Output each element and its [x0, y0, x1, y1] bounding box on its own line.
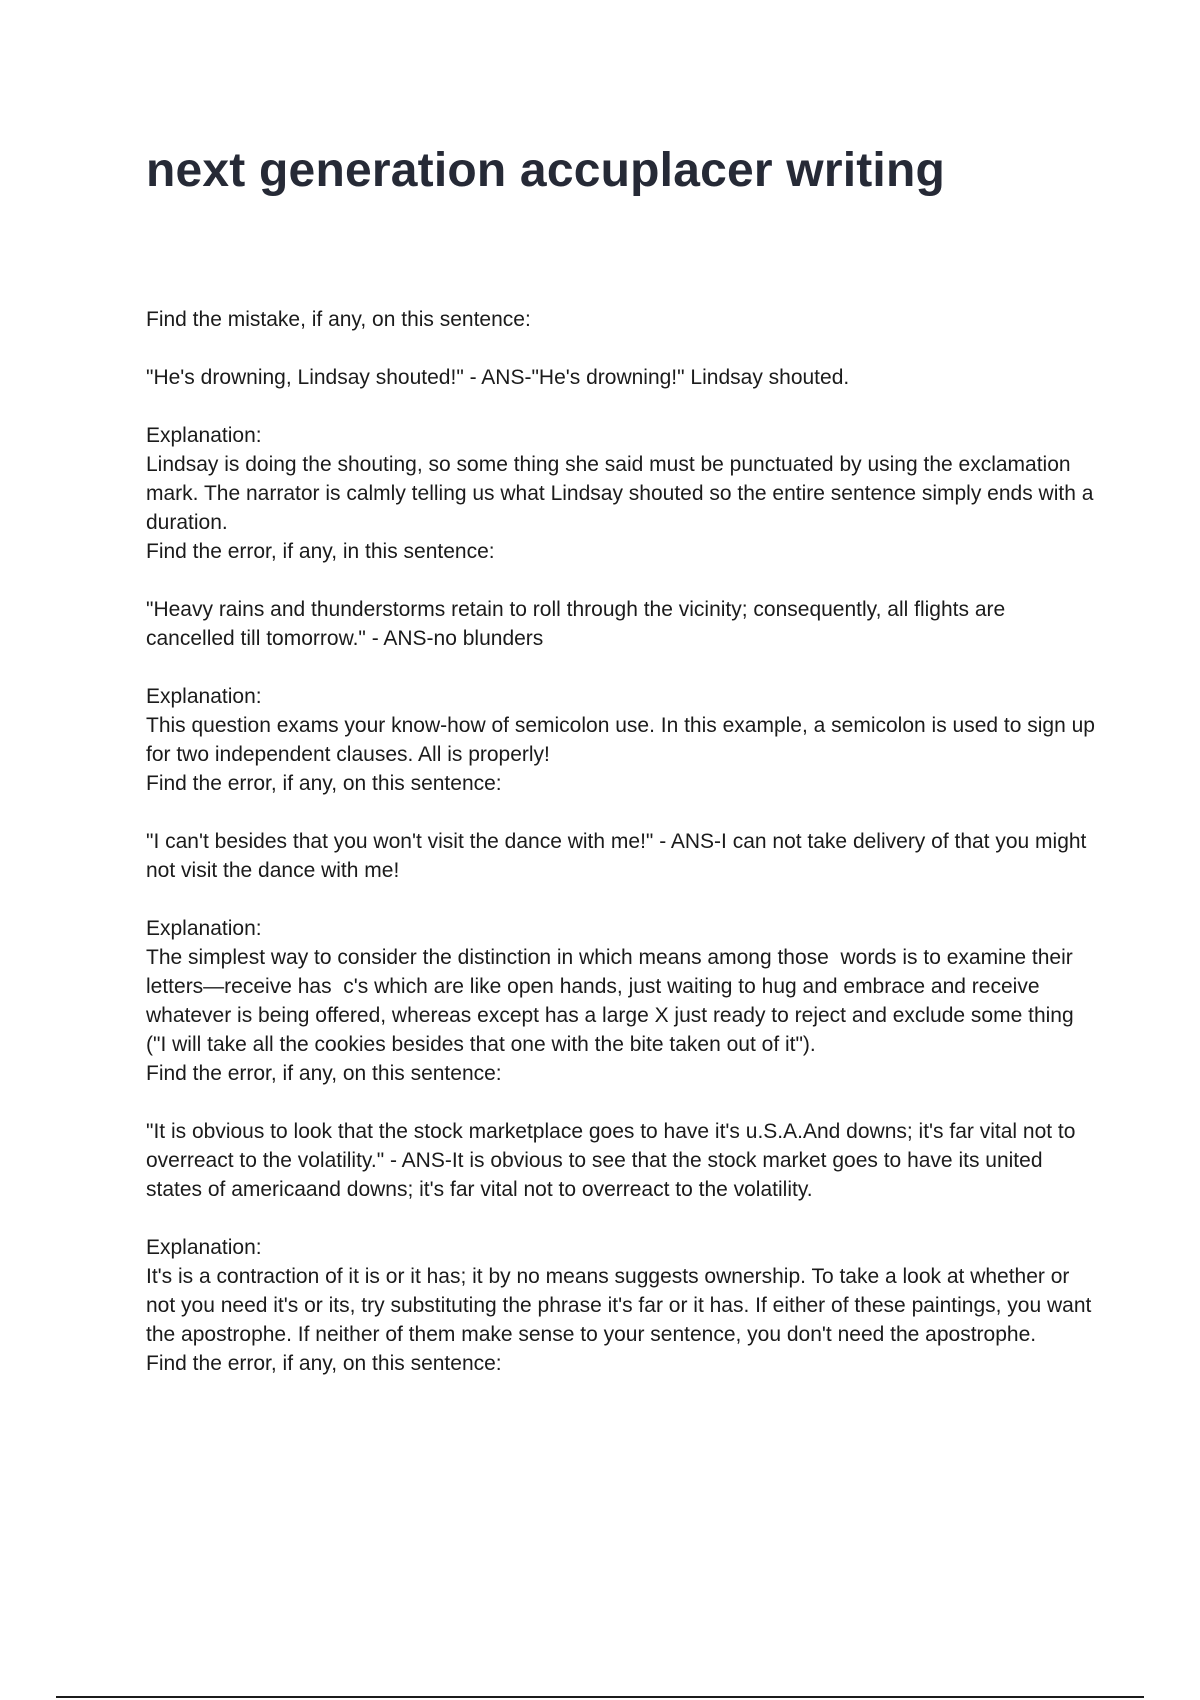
explanation-label: Explanation:: [146, 685, 262, 708]
question-text: Find the error, if any, on this sentence:: [146, 772, 502, 795]
explanation-text: The simplest way to consider the distinction in which means among those words is to examine their letters—receive has c's which are like open hands, just waiting to hug and embrace and receive whatever is being offered, whereas except has a large X just ready to reject and exclude some thing ("I will take all the cookies besides that one with the bite taken out of it").: [146, 946, 1080, 1056]
explanation-label: Explanation:: [146, 424, 262, 447]
footer-divider: [56, 1696, 1144, 1698]
question-prompt: "Heavy rains and thunderstorms retain to roll through the vicinity; consequently, all flights are cancelled till tomorrow." - ANS-no blunders: [146, 598, 1012, 650]
question-prompt: "It is obvious to look that the stock marketplace goes to have it's u.S.A.And downs; it's far vital not to overreact to the volatility." - ANS-It is obvious to see that the stock market goes to have its united states of americaand downs; it's far vital not to overreact to the volatility.: [146, 1120, 1082, 1201]
paragraph-gap: [146, 566, 1096, 595]
question-text: Find the error, if any, on this sentence:: [146, 1352, 502, 1375]
paragraph-gap: [146, 334, 1096, 363]
explanation-text: Lindsay is doing the shouting, so some thing she said must be punctuated by using the exclamation mark. The narrator is calmly telling us what Lindsay shouted so the entire sentence simply ends with a duration.: [146, 453, 1100, 534]
paragraph-gap: [146, 885, 1096, 914]
question-prompt: "I can't besides that you won't visit the dance with me!" - ANS-I can not take delivery of that you might not visit the dance with me!: [146, 830, 1093, 882]
explanation-label: Explanation:: [146, 1236, 262, 1259]
explanation-text: This question exams your know-how of semicolon use. In this example, a semicolon is used to sign up for two independent clauses. All is properly!: [146, 714, 1101, 766]
paragraph-gap: [146, 1088, 1096, 1117]
paragraph-gap: [146, 392, 1096, 421]
paragraph-gap: [146, 1204, 1096, 1233]
paragraph-gap: [146, 653, 1096, 682]
explanation-label: Explanation:: [146, 917, 262, 940]
question-text: Find the error, if any, on this sentence:: [146, 1062, 502, 1085]
question-text: Find the error, if any, in this sentence:: [146, 540, 495, 563]
question-prompt: "He's drowning, Lindsay shouted!" - ANS-"He's drowning!" Lindsay shouted.: [146, 366, 850, 389]
explanation-text: It's is a contraction of it is or it has; it by no means suggests ownership. To take a look at whether or not you need it's or its, try substituting the phrase it's far or it has. If either of these paintings, you want the apostrophe. If neither of them make sense to your sentence, you don't need the apostrophe.: [146, 1265, 1098, 1346]
page-title: next generation accuplacer writing: [146, 144, 946, 197]
paragraph-gap: [146, 798, 1096, 827]
question-text: Find the mistake, if any, on this sentence:: [146, 308, 531, 331]
document-body: [146, 305, 1101, 1378]
